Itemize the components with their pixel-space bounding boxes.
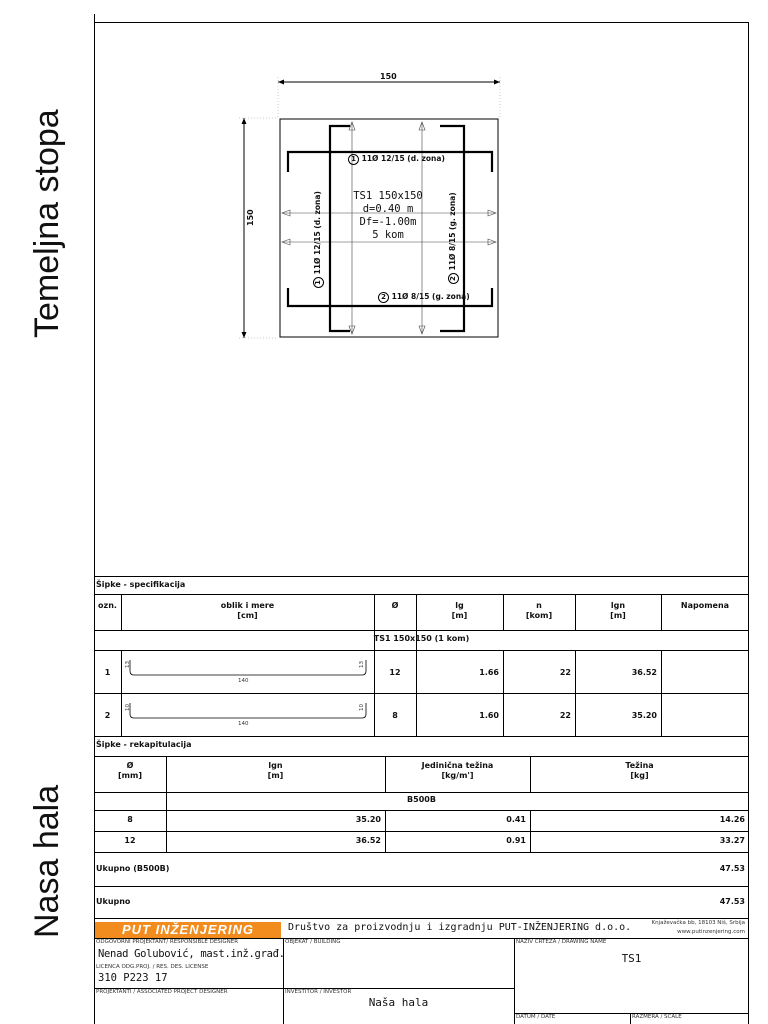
side-label-top: Temeljna stopa — [28, 109, 66, 338]
footing-title-line: 5 kom — [372, 229, 404, 241]
spec-line — [94, 650, 749, 651]
bar-right-callout — [448, 192, 459, 284]
recap-title: Šipke - rekapitulacija — [96, 740, 192, 749]
spec-row-ozn: 2 — [104, 711, 111, 720]
bar-mark-circle: 1 — [313, 277, 324, 288]
recap-header-lgn: lgn [m] — [267, 761, 284, 780]
dim-width-label: 150 — [380, 72, 397, 81]
bar-left-text: 11Ø 12/15 (d. zona) — [313, 191, 322, 275]
spec-header-shape — [121, 601, 374, 621]
spec-line — [94, 594, 749, 595]
associate-label: PROJEKTANTI / ASSOCIATED PROJECT DESIGNER — [96, 989, 228, 995]
recap-row-weight: 14.26 — [719, 815, 745, 824]
recap-total-value: 47.53 — [719, 897, 745, 906]
footing-title-line: Df=-1.00m — [359, 216, 417, 228]
company-logo: PUT INŽENJERING — [95, 922, 281, 938]
recap-row-dia: 12 — [124, 836, 136, 845]
recap-row-unit: 0.41 — [506, 815, 526, 824]
recap-header-dia: Ø [mm] — [118, 761, 142, 780]
spec-row-dia: 12 — [389, 668, 401, 677]
bar-shape-hook-right: 10 — [359, 704, 365, 711]
spec-header-lg: lg [m] — [451, 601, 468, 620]
tb-col-line — [514, 938, 515, 1024]
bar-left-callout — [313, 191, 324, 288]
spec-row-n: 22 — [559, 668, 571, 677]
designer-label: ODGOVORNI PROJEKTANT/ RESPONSIBLE DESIGNER — [96, 939, 239, 945]
recap-line — [94, 756, 749, 757]
company-name: Društvo za proizvodnju i izgradnju PUT-INŽENJERING d.o.o. — [288, 922, 632, 933]
bar-bottom-callout — [378, 292, 470, 303]
designer-name: Nenad Golubović, mast.inž.građ. — [98, 948, 285, 960]
recap-line — [94, 918, 749, 919]
spec-row-lgn: 36.52 — [631, 668, 657, 677]
bar-right-text: 11Ø 8/15 (g. zona) — [448, 192, 457, 271]
recap-line — [94, 831, 749, 832]
spec-header-lgn: lgn [m] — [610, 601, 626, 620]
date-label: DATUM / DATE — [516, 1014, 556, 1020]
license-label: LICENCA ODG.PROJ. / RES. DES. LICENSE — [96, 964, 209, 970]
company-address: Knjaževačka bb, 18103 Niš, Srbija — [651, 920, 745, 926]
bar-mark-circle: 2 — [378, 292, 389, 303]
recap-subtotal-label: Ukupno (B500B) — [96, 864, 170, 873]
spec-header-ozn: ozn. — [98, 601, 117, 610]
bar-shape-length: 140 — [238, 721, 249, 727]
recap-row-dia: 8 — [127, 815, 133, 824]
bar-bottom-text: 11Ø 8/15 (g. zona) — [391, 292, 470, 301]
license-number: 310 P223 17 — [98, 972, 168, 984]
investor-label: INVESTITOR / INVESTOR — [285, 989, 352, 995]
scale-label: RAZMERA / SCALE — [632, 1014, 682, 1020]
bar-mark-circle: 1 — [348, 154, 359, 165]
recap-group: B500B — [407, 795, 436, 804]
spec-line — [94, 736, 749, 737]
spec-header-shape-unit: [cm] — [237, 611, 258, 620]
spec-header-dia: Ø — [391, 601, 399, 610]
spec-row-dia: 8 — [392, 711, 398, 720]
spec-line — [94, 693, 749, 694]
recap-line — [94, 810, 749, 811]
company-website: www.putinzenjering.com — [677, 929, 745, 935]
side-label-bottom: Nasa hala — [28, 784, 66, 938]
recap-row-lgn: 36.52 — [355, 836, 381, 845]
spec-row-lg: 1.60 — [479, 711, 499, 720]
spec-row-lg: 1.66 — [479, 668, 499, 677]
bar-shape-hook-left: 10 — [125, 704, 131, 711]
spec-group: TS1 150x150 (1 kom) — [373, 634, 470, 643]
dim-height-label: 150 — [246, 209, 255, 226]
spec-row-ozn: 1 — [104, 668, 111, 677]
recap-line — [94, 886, 749, 887]
spec-header-note: Napomena — [680, 601, 730, 610]
spec-col-line — [661, 594, 662, 630]
spec-row-n: 22 — [559, 711, 571, 720]
bar-top-callout — [348, 154, 445, 165]
spec-top-line — [94, 576, 749, 577]
bar-shape-hook-right: 13 — [359, 661, 365, 668]
recap-subtotal-value: 47.53 — [719, 864, 745, 873]
spec-title: Šipke - specifikacija — [96, 580, 186, 589]
investor-name: Naša hala — [368, 996, 429, 1009]
bar-shape-hook-left: 13 — [125, 661, 131, 668]
spec-header-shape-text: oblik i mere — [220, 601, 275, 610]
drawing-name: TS1 — [621, 952, 642, 965]
spec-header-n: n [kom] — [525, 601, 553, 620]
recap-row-weight: 33.27 — [719, 836, 745, 845]
recap-total-label: Ukupno — [96, 897, 131, 906]
building-label: OBJEKAT / BUILDING — [285, 939, 341, 945]
footing-title-line: d=0.40 m — [362, 203, 414, 215]
recap-header-weight: Težina [kg] — [625, 761, 654, 780]
recap-line — [94, 792, 749, 793]
tb-col-line — [630, 1013, 631, 1024]
recap-row-unit: 0.91 — [506, 836, 526, 845]
footing-title-line: TS1 150x150 — [353, 190, 423, 202]
drawing-name-label: NAZIV CRTEŽA / DRAWING NAME — [516, 939, 607, 945]
bar-top-text: 11Ø 12/15 (d. zona) — [361, 154, 445, 163]
spec-line — [94, 630, 749, 631]
recap-header-unit: Jedinična težina [kg/m'] — [421, 761, 494, 780]
spec-row-lgn: 35.20 — [631, 711, 657, 720]
footing-title — [338, 190, 438, 242]
bar-shape-length: 140 — [238, 678, 249, 684]
recap-line — [94, 852, 749, 853]
recap-row-lgn: 35.20 — [355, 815, 381, 824]
bar-mark-circle: 2 — [448, 273, 459, 284]
